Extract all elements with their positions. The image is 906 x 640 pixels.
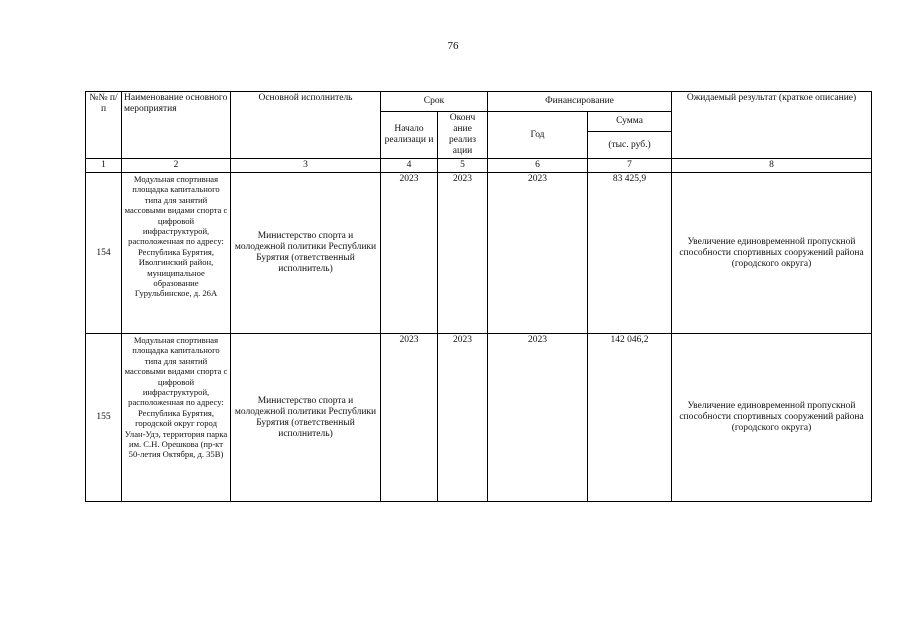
column-number: 6 xyxy=(488,159,588,173)
row-executor: Министерство спорта и молодежной политики Республики Бурятия (ответственный исполнитель) xyxy=(231,173,381,334)
row-executor: Министерство спорта и молодежной политики Республики Бурятия (ответственный исполнитель) xyxy=(231,334,381,502)
column-number: 3 xyxy=(231,159,381,173)
row-end: 2023 xyxy=(438,173,488,334)
header-term: Срок xyxy=(381,92,488,112)
row-name: Модульная спортивная площадка капитального типа для занятий массовыми видами спорта с цифровой инфраструктурой, расположенная по адресу: Республика Бурятия, Иволгинский район, муниципальное образование Гурульбинское, д. 26А xyxy=(122,173,231,334)
row-name: Модульная спортивная площадка капитального типа для занятий массовыми видами спорта с цифровой инфраструктурой, расположенная по адресу: Республика Бурятия, городской округ город Улан-Удэ, территория парка им. С.Н. Орешкова (пр-кт 50-летия Октября, д. 35В) xyxy=(122,334,231,502)
header-end: Оконч ание реализ ации xyxy=(438,112,488,159)
column-number: 7 xyxy=(588,159,672,173)
header-num: №№ п/п xyxy=(86,92,122,159)
row-year: 2023 xyxy=(488,334,588,502)
header-financing: Финансирование xyxy=(488,92,672,112)
row-start: 2023 xyxy=(381,334,438,502)
header-sum-unit: (тыс. руб.) xyxy=(588,132,672,159)
header-sum: Сумма xyxy=(588,112,672,132)
row-year: 2023 xyxy=(488,173,588,334)
header-start: Начало реализаци и xyxy=(381,112,438,159)
header-executor: Основной исполнитель xyxy=(231,92,381,159)
row-start: 2023 xyxy=(381,173,438,334)
row-sum: 83 425,9 xyxy=(588,173,672,334)
table-row xyxy=(86,334,872,502)
header-name: Наименование основного мероприятия xyxy=(122,92,231,159)
row-num: 155 xyxy=(86,334,122,502)
row-num: 154 xyxy=(86,173,122,334)
row-end: 2023 xyxy=(438,334,488,502)
header-year: Год xyxy=(488,112,588,159)
measures-table xyxy=(85,91,872,502)
column-number: 2 xyxy=(122,159,231,173)
column-number: 4 xyxy=(381,159,438,173)
column-number: 1 xyxy=(86,159,122,173)
row-result: Увеличение единовременной пропускной способности спортивных сооружений района (городского округа) xyxy=(672,173,872,334)
row-sum: 142 046,2 xyxy=(588,334,672,502)
column-numbers-row xyxy=(86,159,872,173)
column-number: 8 xyxy=(672,159,872,173)
header-result: Ожидаемый результат (краткое описание) xyxy=(672,92,872,159)
column-number: 5 xyxy=(438,159,488,173)
page-number: 76 xyxy=(447,40,459,52)
table-row xyxy=(86,173,872,334)
row-result: Увеличение единовременной пропускной способности спортивных сооружений района (городского округа) xyxy=(672,334,872,502)
